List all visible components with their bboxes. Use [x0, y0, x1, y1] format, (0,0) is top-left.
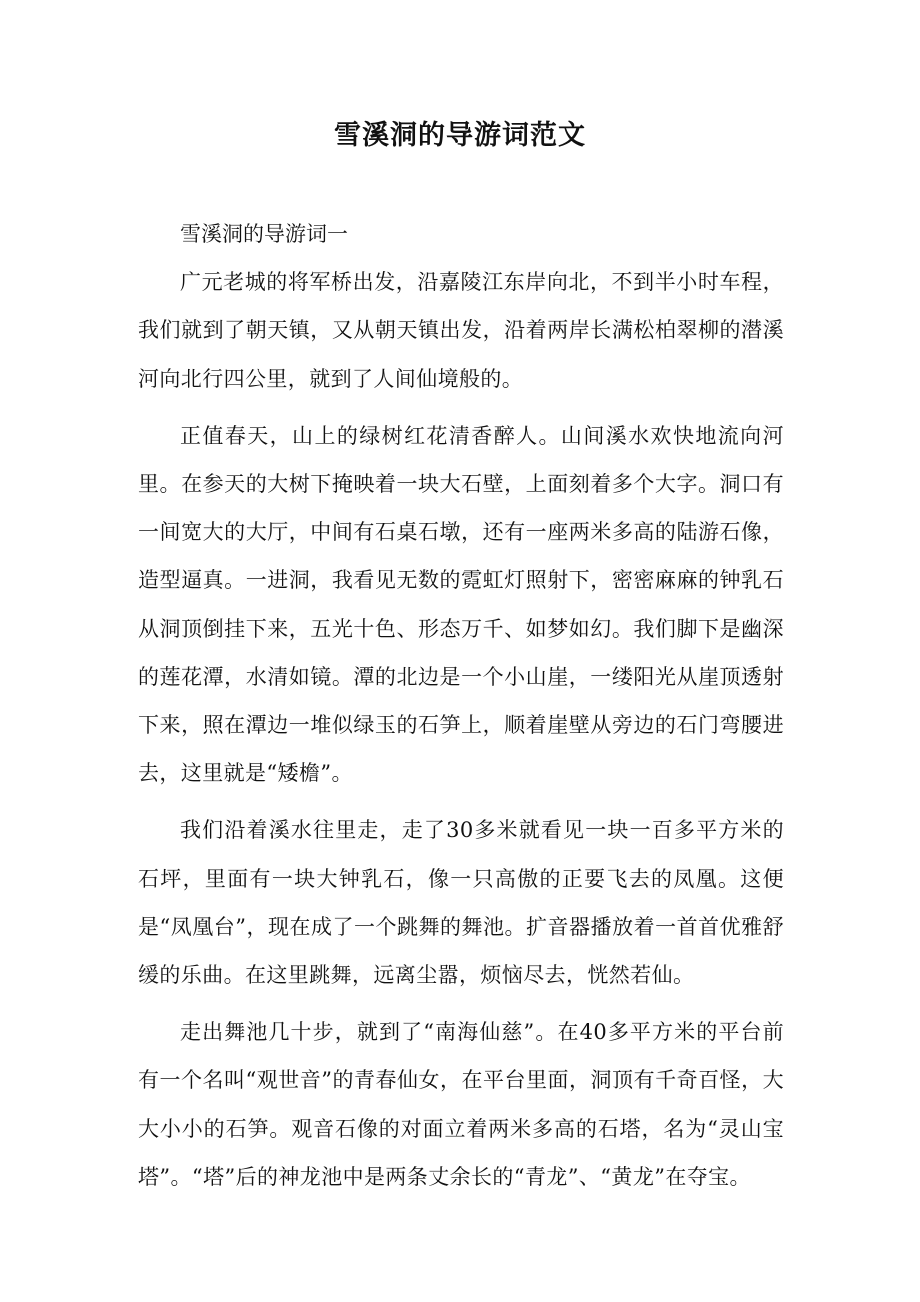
paragraph-4: 走出舞池几十步，就到了“南海仙慈”。在40多平方米的平台前有一个名叫“观世音”的青春仙女，在平台里面，洞顶有千奇百怪，大大小小的石笋。观音石像的对面立着两米多高的石塔，名为“灵山宝塔”。“塔”后的神龙池中是两条丈余长的“青龙”、“黄龙”在夺宝。 — [138, 1020, 784, 1189]
paragraph-2: 正值春天，山上的绿树红花清香醉人。山间溪水欢快地流向河里。在参天的大树下掩映着一块大石壁，上面刻着多个大字。洞口有一间宽大的大厅，中间有石桌石墩，还有一座两米多高的陆游石像，造型逼真。一进洞，我看见无数的霓虹灯照射下，密密麻麻的钟乳石从洞顶倒挂下来，五光十色、形态万千、如梦如幻。我们脚下是幽深的莲花潭，水清如镜。潭的北边是一个小山崖，一缕阳光从崖顶透射下来，照在潭边一堆似绿玉的石笋上，顺着崖壁从旁边的石门弯腰进去，这里就是“矮檐”。 — [138, 423, 784, 786]
document-title: 雪溪洞的导游词范文 — [334, 120, 586, 151]
document-body — [138, 210, 784, 1210]
paragraph-3: 我们沿着溪水往里走，走了30多米就看见一块一百多平方米的石坪，里面有一块大钟乳石，像一只高傲的正要飞去的凤凰。这便是“凤凰台”，现在成了一个跳舞的舞池。扩音器播放着一首首优雅舒缓的乐曲。在这里跳舞，远离尘嚣，烦恼尽去，恍然若仙。 — [138, 818, 784, 988]
section-subtitle: 雪溪洞的导游词一 — [180, 222, 348, 246]
paragraph-1: 广元老城的将军桥出发，沿嘉陵江东岸向北，不到半小时车程，我们就到了朝天镇，又从朝天镇出发，沿着两岸长满松柏翠柳的潜溪河向北行四公里，就到了人间仙境般的。 — [138, 270, 784, 391]
